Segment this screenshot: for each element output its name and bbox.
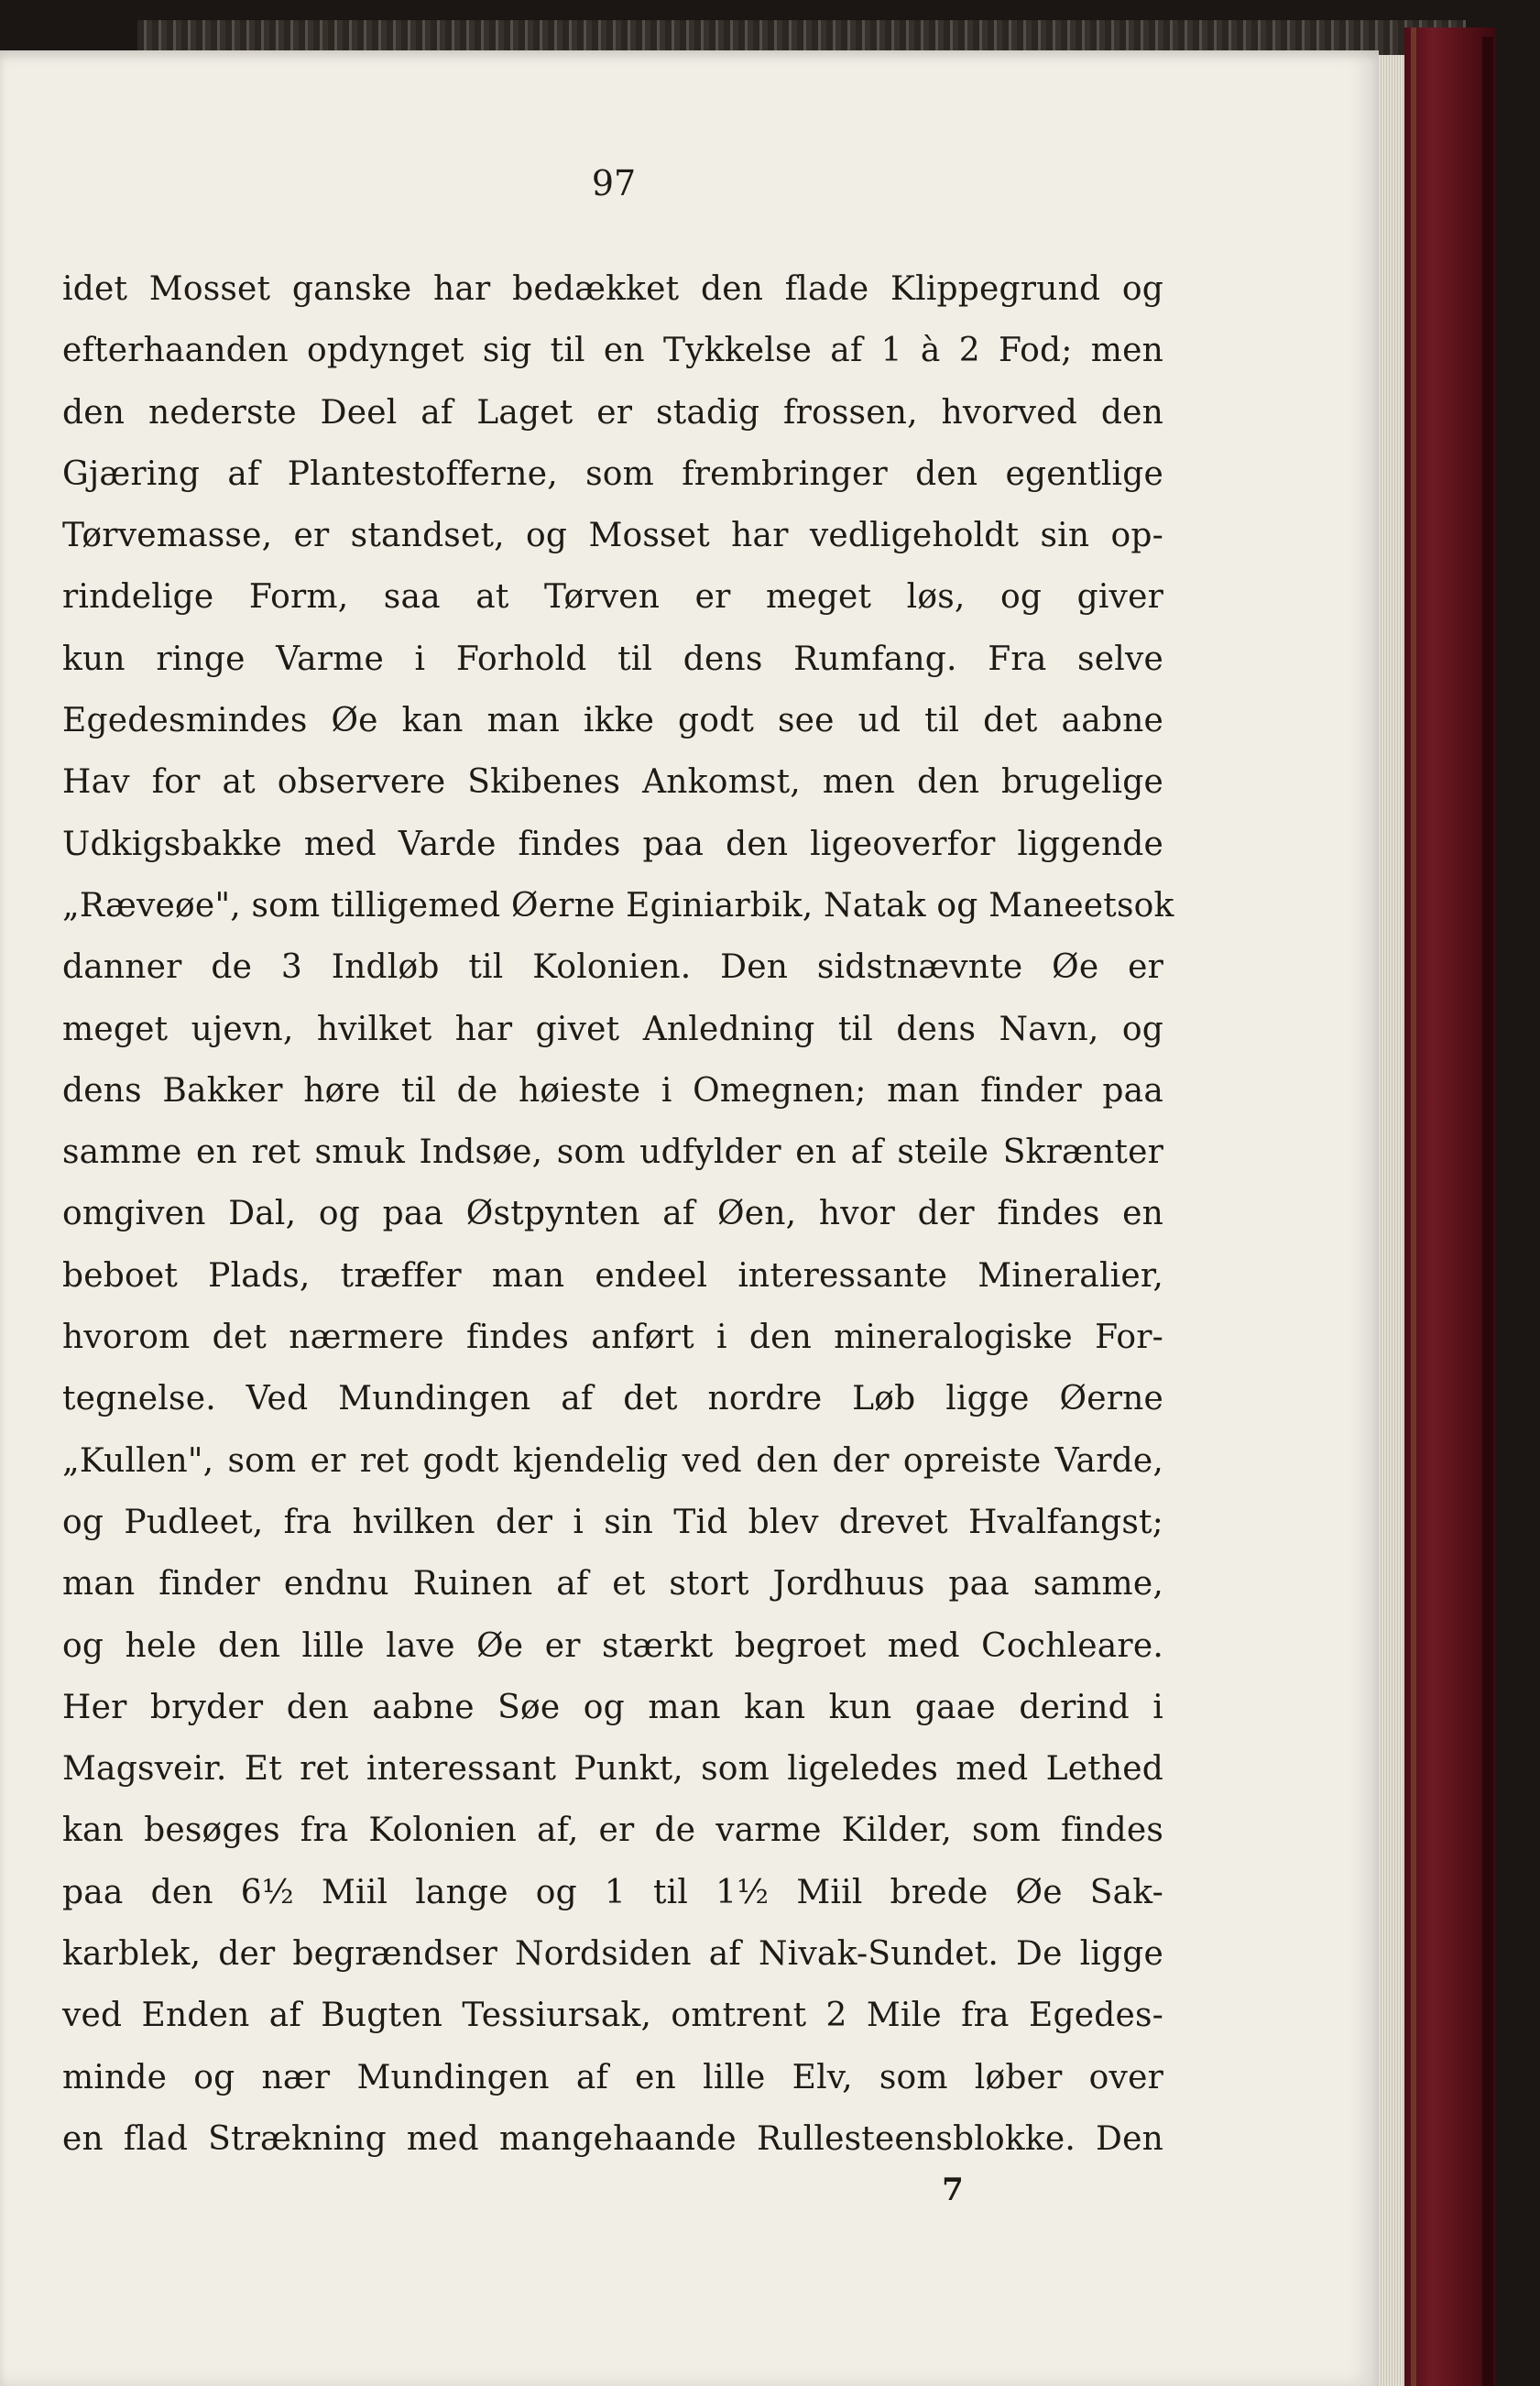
text-line: man finder endnu Ruinen af et stort Jordhuus paa samme,	[62, 1565, 1163, 1603]
text-line: kun ringe Varme i Forhold til dens Rumfang. Fra selve	[62, 640, 1163, 678]
text-line: tegnelse. Ved Mundingen af det nordre Løb ligge Øerne	[62, 1380, 1163, 1418]
text-line: rindelige Form, saa at Tørven er meget løs, og giver	[62, 578, 1163, 617]
text-line: Magsveir. Et ret interessant Punkt, som ligeledes med Lethed	[62, 1750, 1163, 1789]
text-line: og Pudleet, fra hvilken der i sin Tid blev drevet Hvalfangst;	[62, 1503, 1163, 1541]
text-line: meget ujevn, hvilket har givet Anledning til dens Navn, og	[62, 1010, 1163, 1048]
text-line: Hav for at observere Skibenes Ankomst, men den brugelige	[62, 763, 1163, 802]
text-line: samme en ret smuk Indsøe, som udfylder en af steile Skrænter	[62, 1133, 1163, 1172]
text-line: en flad Strækning med mangehaande Rullesteensblokke. Den	[62, 2119, 1163, 2158]
text-line: karblek, der begrændser Nordsiden af Nivak-Sundet. De ligge	[62, 1935, 1163, 1974]
text-line: „Ræveøe", som tilligemed Øerne Eginiarbik, Natak og Maneetsok	[62, 886, 1174, 925]
text-line: efterhaanden opdynget sig til en Tykkelse af 1 à 2 Fod; men	[62, 332, 1163, 370]
text-line: ved Enden af Bugten Tessiursak, omtrent 2 Mile fra Egedes-	[62, 1997, 1163, 2035]
page-stack	[1379, 55, 1404, 2386]
text-line: og hele den lille lave Øe er stærkt begroet med Cochleare.	[62, 1626, 1163, 1665]
text-line: Gjæring af Plantestofferne, som frembringer den egentlige	[62, 454, 1163, 493]
cover-edge	[1482, 37, 1493, 2386]
text-line: Udkigsbakke med Varde findes paa den ligeoverfor liggende	[62, 825, 1163, 863]
text-line: Her bryder den aabne Søe og man kan kun gaae derind i	[62, 1688, 1163, 1726]
text-line: dens Bakker høre til de høieste i Omegnen; man finder paa	[62, 1071, 1163, 1110]
text-line: Tørvemasse, er standset, og Mosset har vedligeholdt sin op-	[62, 517, 1163, 555]
text-line: den nederste Deel af Laget er stadig frossen, hvorved den	[62, 393, 1163, 432]
text-line: beboet Plads, træffer man endeel interessante Mineralier,	[62, 1256, 1163, 1295]
text-line: omgiven Dal, og paa Østpynten af Øen, hvor der findes en	[62, 1195, 1163, 1233]
body-text	[62, 258, 1174, 2170]
text-line: hvorom det nærmere findes anført i den mineralogiske For-	[62, 1319, 1163, 1357]
text-line: minde og nær Mundingen af en lille Elv, som løber over	[62, 2058, 1163, 2096]
text-line: paa den 6½ Miil lange og 1 til 1½ Miil brede Øe Sak-	[62, 1873, 1163, 1911]
text-line: kan besøges fra Kolonien af, er de varme Kilder, som findes	[62, 1811, 1163, 1850]
signature-mark: 7	[942, 2172, 964, 2208]
text-line: Egedesmindes Øe kan man ikke godt see ud til det aabne	[62, 702, 1163, 740]
page-number: 97	[591, 163, 637, 203]
text-line: danner de 3 Indløb til Kolonien. Den sidstnævnte Øe er	[62, 948, 1163, 987]
text-line: „Kullen", som er ret godt kjendelig ved den der opreiste Varde,	[62, 1441, 1163, 1480]
cover-gold-line	[1411, 27, 1416, 2386]
text-line: idet Mosset ganske har bedækket den flade Klippegrund og	[62, 270, 1163, 308]
